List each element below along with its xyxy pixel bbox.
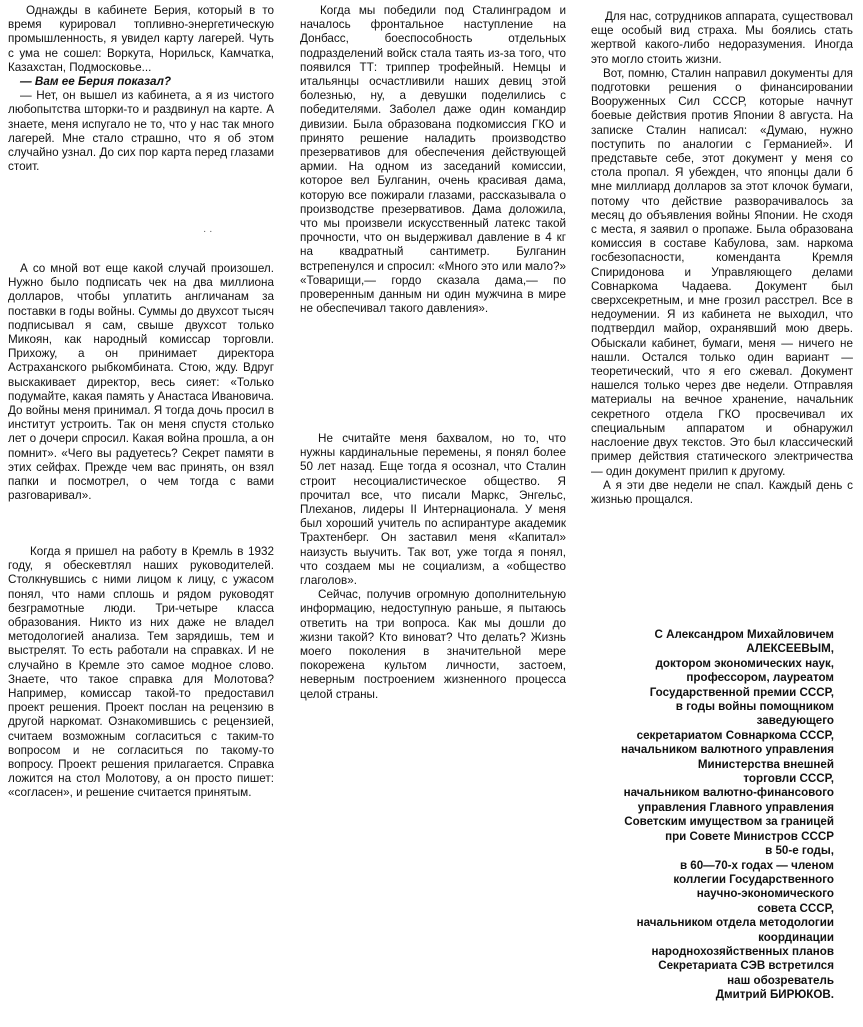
credit-line: научно-экономического <box>696 887 834 901</box>
credit-line: Министерства внешней <box>697 757 834 771</box>
paragraph: Для нас, сотрудников аппарата, существовал еще особый вид страха. Мы боялись стать жертвой какого-либо недоразумения. Иногда это могло стоить жизни. <box>591 10 853 66</box>
credit-line: коллегии Государственного <box>673 872 834 886</box>
paragraph: Вот, помню, Сталин направил документы для подготовки решения о финансировании Вооруженных Сил СССР, которые начнут боевые действия против Японии 8 августа. На записке Сталин написал: «Думаю, нужно поступить по аналогии с Германией». И представьте себе, этот документ у меня со стола пропал. Я убежден, что японцы дали б мне миллиард долларов за этот клочок бумаги, потому что действие разворачивалось за месяц до объявления войны Японии. Не сходя с места, я заявил о пропаже. Была образована комиссия в составе Кабулова, зам. наркома госбезопасности, коменданта Кремля Спиридонова и Управляющего делами Совнаркома Чадаева. Документ был сверхсекретным, и мне грозил расстрел. Все в недоумении. Я из кабинета не выходил, что подтвердил майор, охранявший мою дверь. Обыскали кабинет, бумаги, меня — ничего не нашли. Остался только один вариант — теоретический, что я его сжевал. Документ нашелся только через две недели. Отправляя материалы на вечное хранение, начальник секретного отдела ГКО просвечивал их специальным аппаратом и обнаружил наслоение двух текстов. Это был классический пример действия статического электричества — один документ прилип к другому. <box>591 66 853 478</box>
credit-line: управления Главного управления <box>637 800 834 814</box>
credit-line: в годы войны помощником <box>675 700 834 714</box>
credit-line: торговли СССР, <box>743 772 834 786</box>
credit-line: АЛЕКСЕЕВЫМ, <box>746 642 834 656</box>
paragraph: Однажды в кабинете Берия, который в то время курировал топливно-энергетическую промышленность, я увидел карту лагерей. Чуть с ума не сошел: Воркута, Норильск, Камчатка, Казахстан, Подмосковье... <box>8 4 274 74</box>
credit-line: доктором экономических наук, <box>655 656 834 670</box>
column-2-block-2 <box>300 432 566 702</box>
paragraph: А я эти две недели не спал. Каждый день с жизнью прощался. <box>591 478 853 506</box>
interviewer-question: — Вам ее Берия показал? <box>20 75 172 89</box>
credit-line: народнохозяйственных планов <box>651 944 834 958</box>
column-3-block-1 <box>591 10 853 507</box>
paragraph: Не считайте меня бахвалом, но то, что нужны кардинальные перемены, я понял более 50 лет назад. Еще тогда я осознал, что Сталин строит несоциалистическое общество. Я прочитал все, что писали Маркс, Энгельс, Плеханов, лидеры II Интернационала. У меня был хороший учитель по аспирантуре академик Трахтенберг. Он заставил меня «Капитал» наизусть выучить. Так вот, уже тогда я понял, что создаем мы не социализм, а «общество глаголов». <box>300 432 566 588</box>
column-1-block-3 <box>8 545 274 801</box>
column-2-block-1 <box>300 4 566 316</box>
credit-line: заведующего <box>756 714 834 728</box>
credit-line: координации <box>758 930 834 944</box>
credit-line: С Александром Михайловичем <box>654 628 834 641</box>
column-1-block-1 <box>8 4 274 174</box>
paragraph: Сейчас, получив огромную дополнительную информацию, недоступную раньше, я пытаюсь ответить на три вопроса. Как мы дошли до жизни такой? Кто виноват? Что делать? Жизнь моего поколения в значительной мере покорежена культом личности, застоем, неверным построением жизненного процесса целой страны. <box>300 588 566 701</box>
credit-line: начальником отдела методологии <box>636 916 834 930</box>
credit-line: при Совете Министров СССР <box>665 829 834 843</box>
credit-line: Секретариата СЭВ встретился <box>658 959 834 973</box>
credit-line: начальником валютно-финансового <box>623 786 834 800</box>
credit-line: в 60—70-х годах — членом <box>679 858 834 872</box>
credit-line: секретариатом Совнаркома СССР, <box>636 728 834 742</box>
credit-line: Советским имуществом за границей <box>624 815 834 829</box>
credit-line: наш обозреватель <box>727 973 834 987</box>
column-1-block-2 <box>8 262 274 503</box>
interview-credit <box>578 628 834 1003</box>
credit-line: начальником валютного управления <box>621 743 834 757</box>
paragraph: — Нет, он вышел из кабинета, а я из чистого любопытства шторки-то и раздвинул на карте. А знаете, меня испугало не то, что у нас так много лагерей. Мне стало страшно, что я об этом случайно узнал. До сих пор карта перед глазами стоит. <box>8 89 274 174</box>
credit-line: Дмитрий БИРЮКОВ. <box>715 988 834 1002</box>
credit-line: Государственной премии СССР, <box>649 685 834 699</box>
credit-line: совета СССР, <box>757 901 834 915</box>
credit-line: профессором, лауреатом <box>686 671 834 685</box>
credit-line: в 50-е годы, <box>765 844 834 858</box>
paragraph: Когда мы победили под Сталинградом и началось фронтальное наступление на Донбасс, боеспособность отдельных подразделений войск стала таять из-за того, что появился ТТ: триппер трофейный. Немцы и итальянцы осчастливили наших девиц этой болезнью, ну, а девушки поделились с победителями. Заболел даже один командир дивизии. Была образована подкомиссия ГКО и принято решение наладить производство презервативов для обеспечения действующей армии. На одном из заседаний комиссии, которое вел Булганин, очень красивая дама, которую все пожирали глазами, рассказывала о производстве презервативов. Дама доложила, что мы произвели искусственный латекс такой прочности, что он выдерживал давление в 4 кг на квадратный сантиметр. Булганин встрепенулся и спросил: «Много это или мало?» «Товарищи,— гордо сказала дама,— по проверенным данным ни один мужчина в мире не обеспечивал такого давления». <box>300 4 566 316</box>
section-separator-dots: · · <box>203 226 213 237</box>
paragraph: Когда я пришел на работу в Кремль в 1932 году, я обескевтлял наших руководителей. Столкнувшись с ними лицом к лицу, с ужасом понял, что нами сплошь и рядом руководят безграмотные люди. Три-четыре класса образования. Никто из них даже не владел методологией анализа. Тем зарядишь, тем и выстрелят. То есть работали на справках. И не случайно в Кремле это самое модное слово. Знаете, что такое справка для Молотова? Например, комиссар такой-то предоставил проект решения. Проект послан на рецензию в другой наркомат. Ознакомившись с рецензией, считаем возможным согласиться с таким-то вопросом и не согласиться по такому-то вопросу. Проект решения прилагается. Справка ложится на стол Молотову, а он просто пишет: «согласен», и решение считается принятым. <box>8 545 274 800</box>
paragraph: А со мной вот еще какой случай произошел. Нужно было подписать чек на два миллиона долларов, чтобы уплатить англичанам за поставки в годы войны. Суммы до двухсот тысяч подписывал я сам, свыше двухсот только Микоян, как народный комиссар торговли. Прихожу, а он принимает директора Астраханского рыбкомбината. Стою, жду. Вдруг выскакивает директор, весь сияет: «Только подумайте, какая память у Анастаса Ивановича. До войны меня принимал. Я тогда дочь просил в институт устроить. Так он меня спустя столько лет о дочери спросил. Какая война прошла, а он помнит». «Чего вы радуетесь? Секрет памяти в этих сейфах. Прежде чем вас принять, он взял папки и посмотрел, о чем тогда с вами разговаривал». <box>8 262 274 503</box>
